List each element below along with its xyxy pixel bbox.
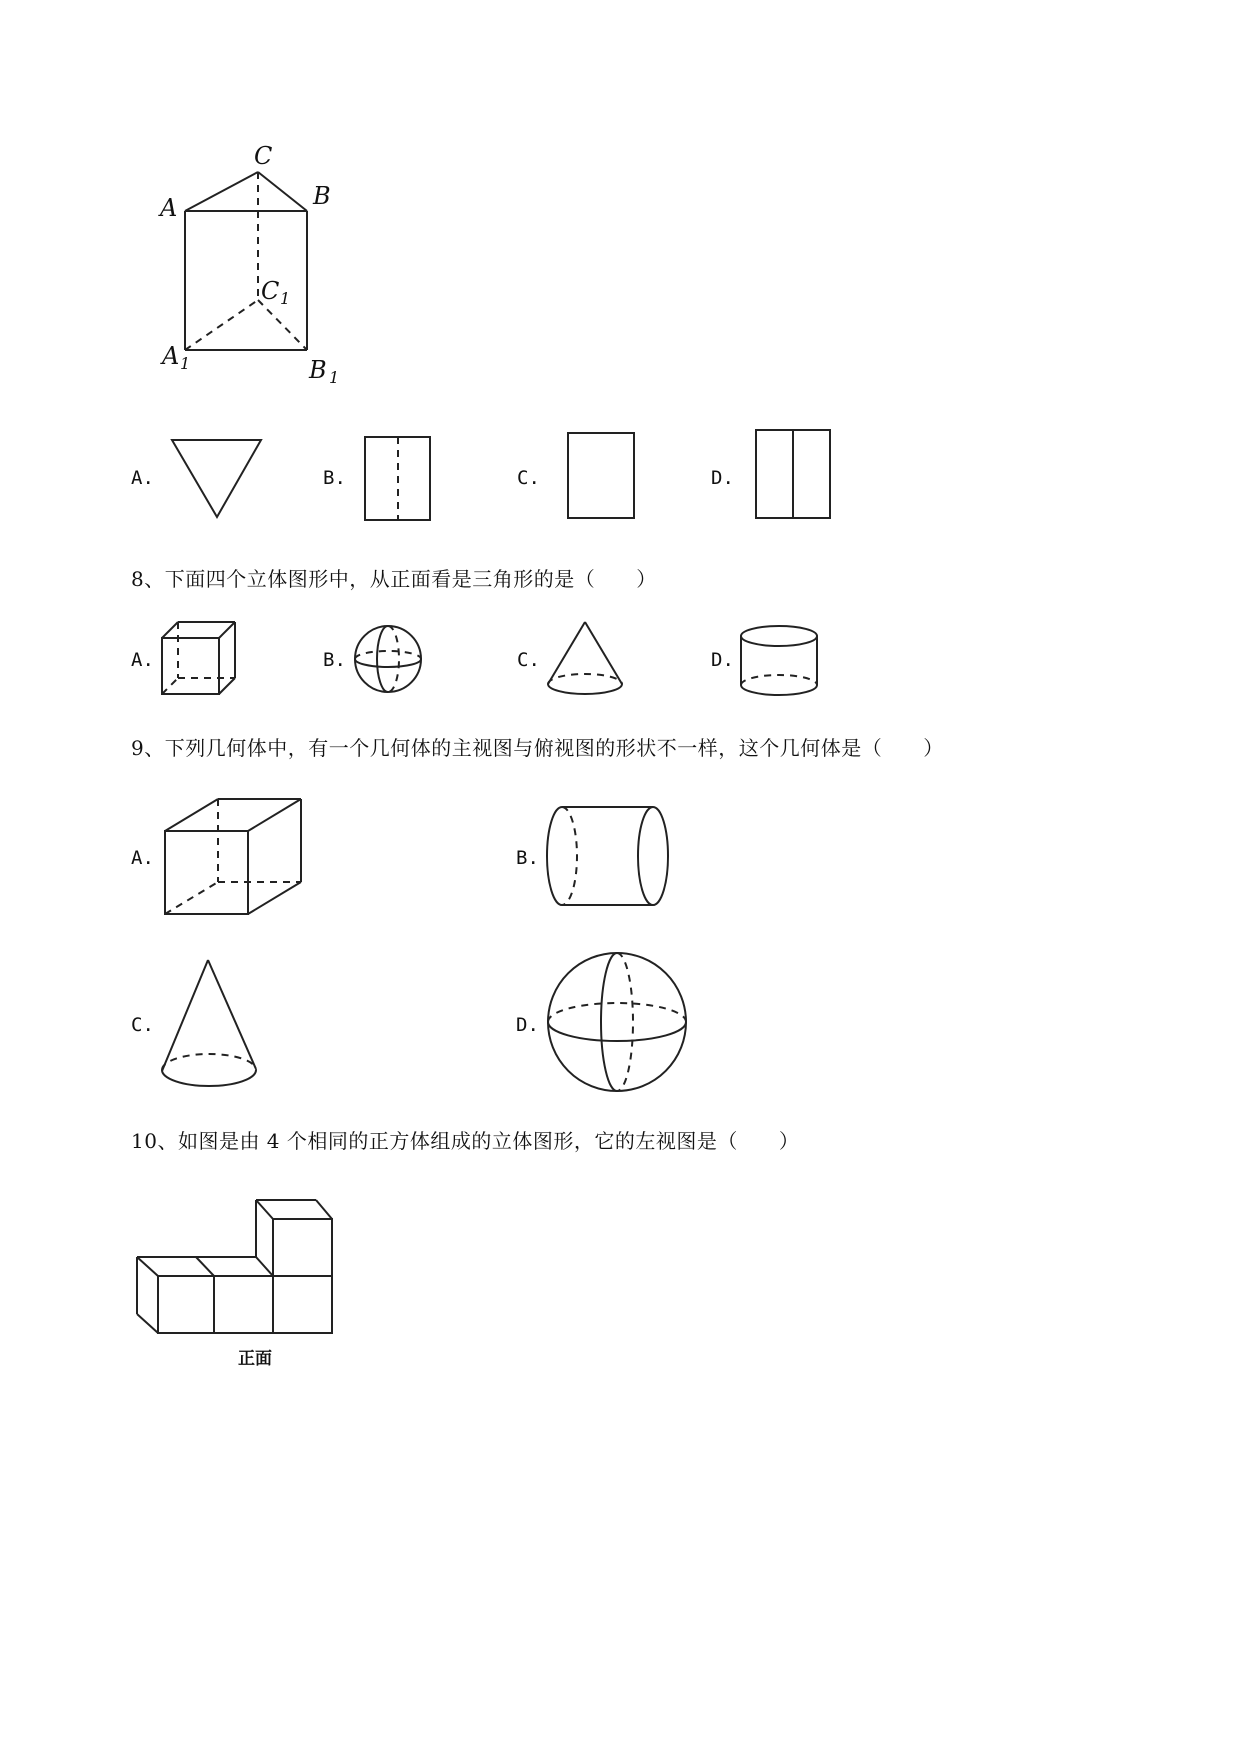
vertex-label-a: A xyxy=(160,194,178,222)
q8-option-d-label[interactable]: D. xyxy=(711,649,734,671)
q8-option-c-label[interactable]: C. xyxy=(517,649,540,671)
q10-cube-stack-figure xyxy=(0,0,360,1360)
vertex-label-b1: B xyxy=(309,356,327,384)
vertex-label-a1-sub: 1 xyxy=(180,354,191,373)
question-9-stem: 9、下列几何体中，有一个几何体的主视图与俯视图的形状不一样，这个几何体是（ ） xyxy=(131,736,944,760)
vertex-label-c1-sub: 1 xyxy=(280,289,291,308)
vertex-label-b: B xyxy=(313,182,331,210)
vertex-label-c: C xyxy=(254,142,273,170)
q8-option-a-label[interactable]: A. xyxy=(131,649,154,671)
q9-option-c-label[interactable]: C. xyxy=(131,1014,154,1036)
q9-option-d-label[interactable]: D. xyxy=(516,1014,539,1036)
front-view-caption: 正面 xyxy=(238,1349,272,1369)
q7-option-c-label[interactable]: C. xyxy=(517,467,540,489)
vertex-label-c1: C xyxy=(261,277,280,305)
q7-option-b-label[interactable]: B. xyxy=(323,467,346,489)
q7-option-a-label[interactable]: A. xyxy=(131,467,154,489)
question-8-stem: 8、下面四个立体图形中，从正面看是三角形的是（ ） xyxy=(131,567,657,591)
question-10-stem: 10、如图是由 4 个相同的正方体组成的立体图形，它的左视图是（ ） xyxy=(131,1129,800,1153)
vertex-label-b1-sub: 1 xyxy=(329,368,340,387)
vertex-label-a1: A xyxy=(162,342,180,370)
q7-option-d-label[interactable]: D. xyxy=(711,467,734,489)
q9-option-a-label[interactable]: A. xyxy=(131,847,154,869)
q8-option-b-label[interactable]: B. xyxy=(323,649,346,671)
q9-option-b-label[interactable]: B. xyxy=(516,847,539,869)
